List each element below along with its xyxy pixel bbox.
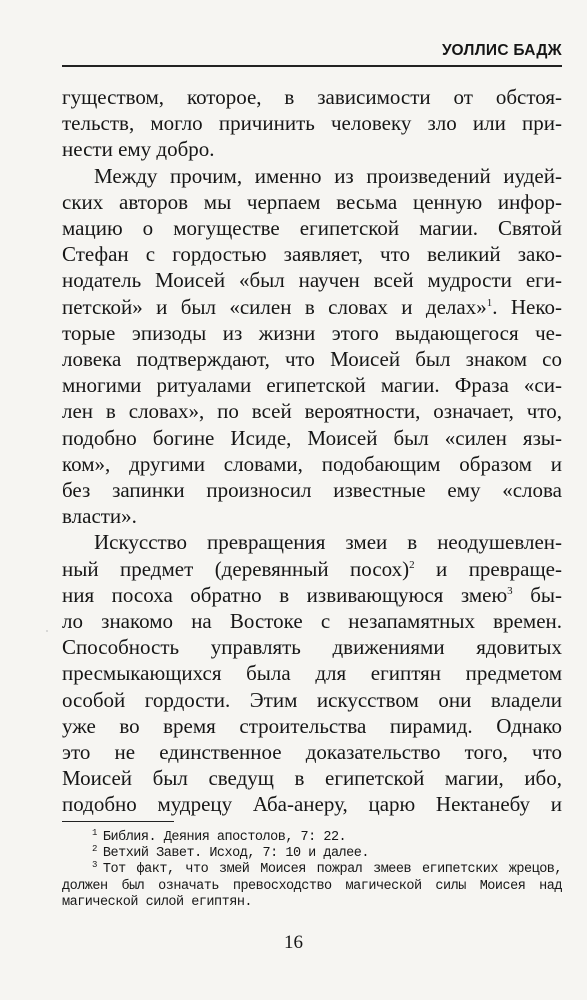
- text-line: Стефан с гордостью заявляет, что великий зако-: [62, 242, 562, 267]
- scan-speck: [46, 630, 48, 632]
- footnote-rule: [62, 821, 174, 822]
- text-line: Способность управлять движениями ядовитых: [62, 635, 562, 660]
- text-line: Искусство превращения змеи в неодушевлен-: [94, 530, 562, 555]
- text-fragment: ный предмет (деревянный посох): [62, 556, 410, 581]
- text-line: лен в словах», по всей вероятности, означает, что,: [62, 399, 562, 424]
- text-line: власти».: [62, 504, 137, 529]
- footnote-text: Тот факт, что змей Моисея пожрал змеев египетских жрецов, должен был означать превосходство магической силы Моисея над магической силой египтян.: [62, 862, 562, 910]
- text-fragment: и превраще-: [414, 556, 562, 581]
- footnote-ref-1[interactable]: 1: [486, 296, 493, 309]
- text-fragment: ния посоха обратно в извивающуюся змею: [62, 582, 508, 607]
- footnote-mark: 3: [92, 859, 97, 870]
- text-line: нодатель Моисей «был научен всей мудрости еги-: [62, 268, 562, 293]
- footnotes: [62, 827, 562, 911]
- paragraph-1: [62, 84, 562, 163]
- footnote-mark: 2: [92, 843, 97, 854]
- text-line: Моисей был сведущ в египетской магии, ибо,: [62, 766, 562, 791]
- text-line: гуществом, которое, в зависимости от обстоя-: [62, 85, 562, 109]
- footnote-text: Ветхий Завет. Исход, 7: 10 и далее.: [102, 846, 369, 862]
- text-line-with-footnote: [62, 556, 562, 582]
- text-line: особой гордости. Этим искусством они владели: [62, 687, 562, 712]
- paragraph-3: [62, 529, 562, 817]
- footnote-1: [62, 827, 562, 846]
- text-line: ских авторов мы черпаем весьма ценную инфор-: [62, 189, 562, 214]
- text-line-with-footnote: [62, 294, 562, 320]
- text-line: ло знакомо на Востоке с незапамятных времен.: [62, 609, 562, 634]
- text-line: уже во время строительства пирамид. Однако: [62, 713, 562, 738]
- footnote-ref-3[interactable]: 3: [507, 584, 513, 597]
- text-line: без запинки произносил известные ему «слова: [62, 478, 562, 503]
- text-fragment: бы-: [512, 582, 562, 607]
- footnote-ref-2[interactable]: 2: [409, 558, 415, 571]
- text-line: ловека подтверждают, что Моисей был знаком со: [62, 347, 562, 372]
- text-fragment: петской» и был «силен в словах и делах»: [62, 294, 487, 319]
- footnote-3: [62, 859, 562, 911]
- text-fragment: . Неко-: [492, 294, 562, 319]
- text-line: это не единственное доказательство того, что: [62, 740, 562, 765]
- text-line: тельств, могло причинить человеку зло или при-: [62, 111, 562, 136]
- text-line: подобно мудрецу Аба-анеру, царю Нектанебу и: [62, 792, 562, 817]
- body-text: [62, 84, 562, 818]
- page-number: 16: [284, 932, 303, 953]
- footnote-mark: 1: [92, 827, 97, 838]
- text-line: подобно богине Исиде, Моисей был «силен язы-: [62, 425, 562, 450]
- footnote-text: Библия. Деяния апостолов, 7: 22.: [102, 830, 347, 845]
- text-line: нести ему добро.: [62, 137, 215, 162]
- text-line: пресмыкающихся была для египтян предметом: [62, 661, 562, 686]
- text-line-with-footnote: [62, 582, 562, 608]
- text-line: ком», другими словами, подобающим образом и: [62, 451, 562, 476]
- footnote-2: [62, 843, 562, 862]
- running-header: УОЛЛИС БАДЖ: [442, 42, 562, 59]
- text-line: мацию о могуществе египетской магии. Святой: [62, 216, 562, 241]
- text-line: Между прочим, именно из произведений иудей-: [94, 163, 562, 188]
- text-line: торые эпизоды из жизни этого выдающегося че-: [62, 320, 562, 345]
- header-rule: [62, 65, 562, 67]
- paragraph-2: [62, 163, 562, 530]
- text-line: многими ритуалами египетской магии. Фраза «си-: [62, 373, 562, 398]
